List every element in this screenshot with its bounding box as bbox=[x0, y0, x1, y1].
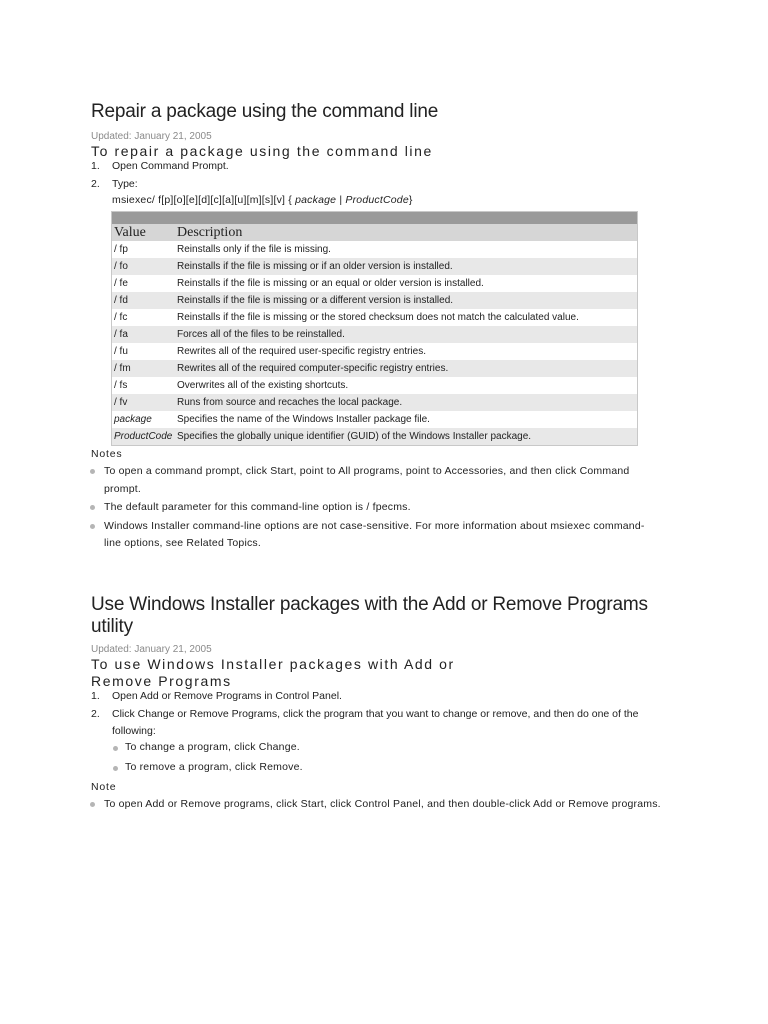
table-row bbox=[112, 275, 638, 292]
step-text: Open Add or Remove Programs in Control Panel. bbox=[112, 690, 342, 702]
section1-title: Repair a package using the command line bbox=[91, 101, 439, 122]
step-number: 2. bbox=[91, 178, 100, 190]
step-text: Open Command Prompt. bbox=[112, 160, 229, 172]
section2-notes bbox=[91, 796, 666, 815]
sub-item bbox=[112, 739, 672, 756]
table-row bbox=[112, 241, 638, 258]
syntax-separator: | bbox=[336, 194, 346, 206]
section2-subtitle bbox=[91, 656, 731, 690]
table-row bbox=[112, 258, 638, 275]
bullet-icon bbox=[90, 505, 95, 510]
options-table bbox=[111, 211, 638, 446]
sub-item-text: To remove a program, click Remove. bbox=[125, 761, 303, 773]
section2-subtitle-line1: To use Windows Installer packages with Add or bbox=[91, 656, 455, 672]
table-header-row bbox=[112, 224, 638, 241]
step-text: Type: bbox=[112, 178, 138, 190]
command-syntax bbox=[91, 192, 732, 209]
table-row bbox=[112, 394, 638, 411]
note-text: Windows Installer command-line options are not case-sensitive. For more information about msiexec command-line options, see Related Topics. bbox=[104, 519, 645, 549]
syntax-prefix: msiexec/ f[p][o][e][d][c][a][u][m][s][v] { bbox=[112, 194, 296, 206]
table-row bbox=[112, 411, 638, 428]
cell-value: / fo bbox=[112, 258, 176, 275]
step-number: 1. bbox=[91, 160, 100, 172]
section2-sub-items bbox=[91, 737, 672, 779]
step-text: Click Change or Remove Programs, click the program that you want to change or remove, and then do one of the following: bbox=[112, 708, 639, 737]
table-row bbox=[112, 309, 638, 326]
syntax-package: package bbox=[295, 194, 337, 206]
note-text: To open Add or Remove programs, click Start, click Control Panel, and then double-click Add or Remove programs. bbox=[104, 798, 661, 810]
step-number: 2. bbox=[91, 708, 100, 720]
note-text: The default parameter for this command-line option is / fpecms. bbox=[104, 501, 411, 513]
cell-value: / fu bbox=[114, 346, 128, 357]
table-row bbox=[112, 360, 638, 377]
cell-value: / fd bbox=[112, 292, 176, 309]
table-row bbox=[112, 326, 638, 343]
note-item bbox=[91, 463, 651, 498]
cell-value: / fc bbox=[114, 312, 128, 323]
notes-label: Notes bbox=[91, 448, 123, 460]
step-1 bbox=[91, 688, 681, 705]
bullet-icon bbox=[90, 802, 95, 807]
step-2 bbox=[91, 706, 681, 740]
cell-description: Reinstalls if the file is missing or the stored checksum does not match the calculated value. bbox=[177, 312, 579, 323]
section2-subtitle-line2: Remove Programs bbox=[91, 673, 232, 689]
section1-subtitle: To repair a package using the command line bbox=[91, 143, 433, 159]
cell-value: / fa bbox=[112, 326, 176, 343]
section2-steps bbox=[91, 688, 681, 740]
cell-description: Reinstalls only if the file is missing. bbox=[177, 244, 331, 255]
cell-description: Runs from source and recaches the local package. bbox=[175, 394, 638, 411]
cell-value: / fe bbox=[114, 278, 128, 289]
cell-description: Rewrites all of the required computer-specific registry entries. bbox=[175, 360, 638, 377]
step-2 bbox=[91, 176, 731, 193]
table-row bbox=[112, 428, 638, 446]
cell-value: / fv bbox=[112, 394, 176, 411]
section1-updated: Updated: January 21, 2005 bbox=[91, 131, 212, 142]
note-item bbox=[91, 499, 651, 517]
syntax-suffix: } bbox=[408, 194, 413, 206]
column-header-value: Value bbox=[112, 224, 176, 241]
cell-value: / fp bbox=[114, 244, 128, 255]
bullet-icon bbox=[90, 469, 95, 474]
note-label: Note bbox=[91, 781, 117, 793]
cell-description: Reinstalls if the file is missing or a different version is installed. bbox=[175, 292, 638, 309]
section1-notes bbox=[91, 463, 651, 554]
section1-steps bbox=[91, 158, 731, 193]
step-number: 1. bbox=[91, 690, 100, 702]
cell-description: Rewrites all of the required user-specific registry entries. bbox=[177, 346, 426, 357]
note-item bbox=[91, 796, 666, 814]
note-item bbox=[91, 518, 651, 553]
step-1 bbox=[91, 158, 731, 175]
note-text: To open a command prompt, click Start, point to All programs, point to Accessories, and then click Command prompt. bbox=[104, 465, 630, 495]
sub-item-text: To change a program, click Change. bbox=[125, 741, 300, 753]
column-header-description: Description bbox=[175, 224, 638, 241]
syntax-product-code: ProductCode bbox=[345, 194, 409, 206]
table-row bbox=[112, 343, 638, 360]
bullet-icon bbox=[113, 766, 118, 771]
bullet-icon bbox=[113, 746, 118, 751]
sub-item bbox=[112, 759, 672, 776]
cell-description: Forces all of the files to be reinstalled. bbox=[175, 326, 638, 343]
cell-value: / fs bbox=[114, 380, 128, 391]
cell-value: / fm bbox=[112, 360, 176, 377]
table-header-band bbox=[112, 212, 638, 225]
cell-value: package bbox=[114, 414, 152, 425]
cell-description: Overwrites all of the existing shortcuts. bbox=[177, 380, 349, 391]
section2-updated: Updated: January 21, 2005 bbox=[91, 644, 212, 655]
table-body bbox=[112, 241, 638, 446]
cell-description: Specifies the name of the Windows Installer package file. bbox=[177, 414, 430, 425]
cell-description: Reinstalls if the file is missing or an equal or older version is installed. bbox=[177, 278, 484, 289]
section2-title: Use Windows Installer packages with the Add or Remove Programs utility bbox=[91, 594, 648, 637]
table-row bbox=[112, 292, 638, 309]
table-row bbox=[112, 377, 638, 394]
cell-description: Reinstalls if the file is missing or if an older version is installed. bbox=[175, 258, 638, 275]
cell-value: ProductCode bbox=[112, 428, 176, 446]
cell-description: Specifies the globally unique identifier (GUID) of the Windows Installer package. bbox=[175, 428, 638, 446]
bullet-icon bbox=[90, 524, 95, 529]
